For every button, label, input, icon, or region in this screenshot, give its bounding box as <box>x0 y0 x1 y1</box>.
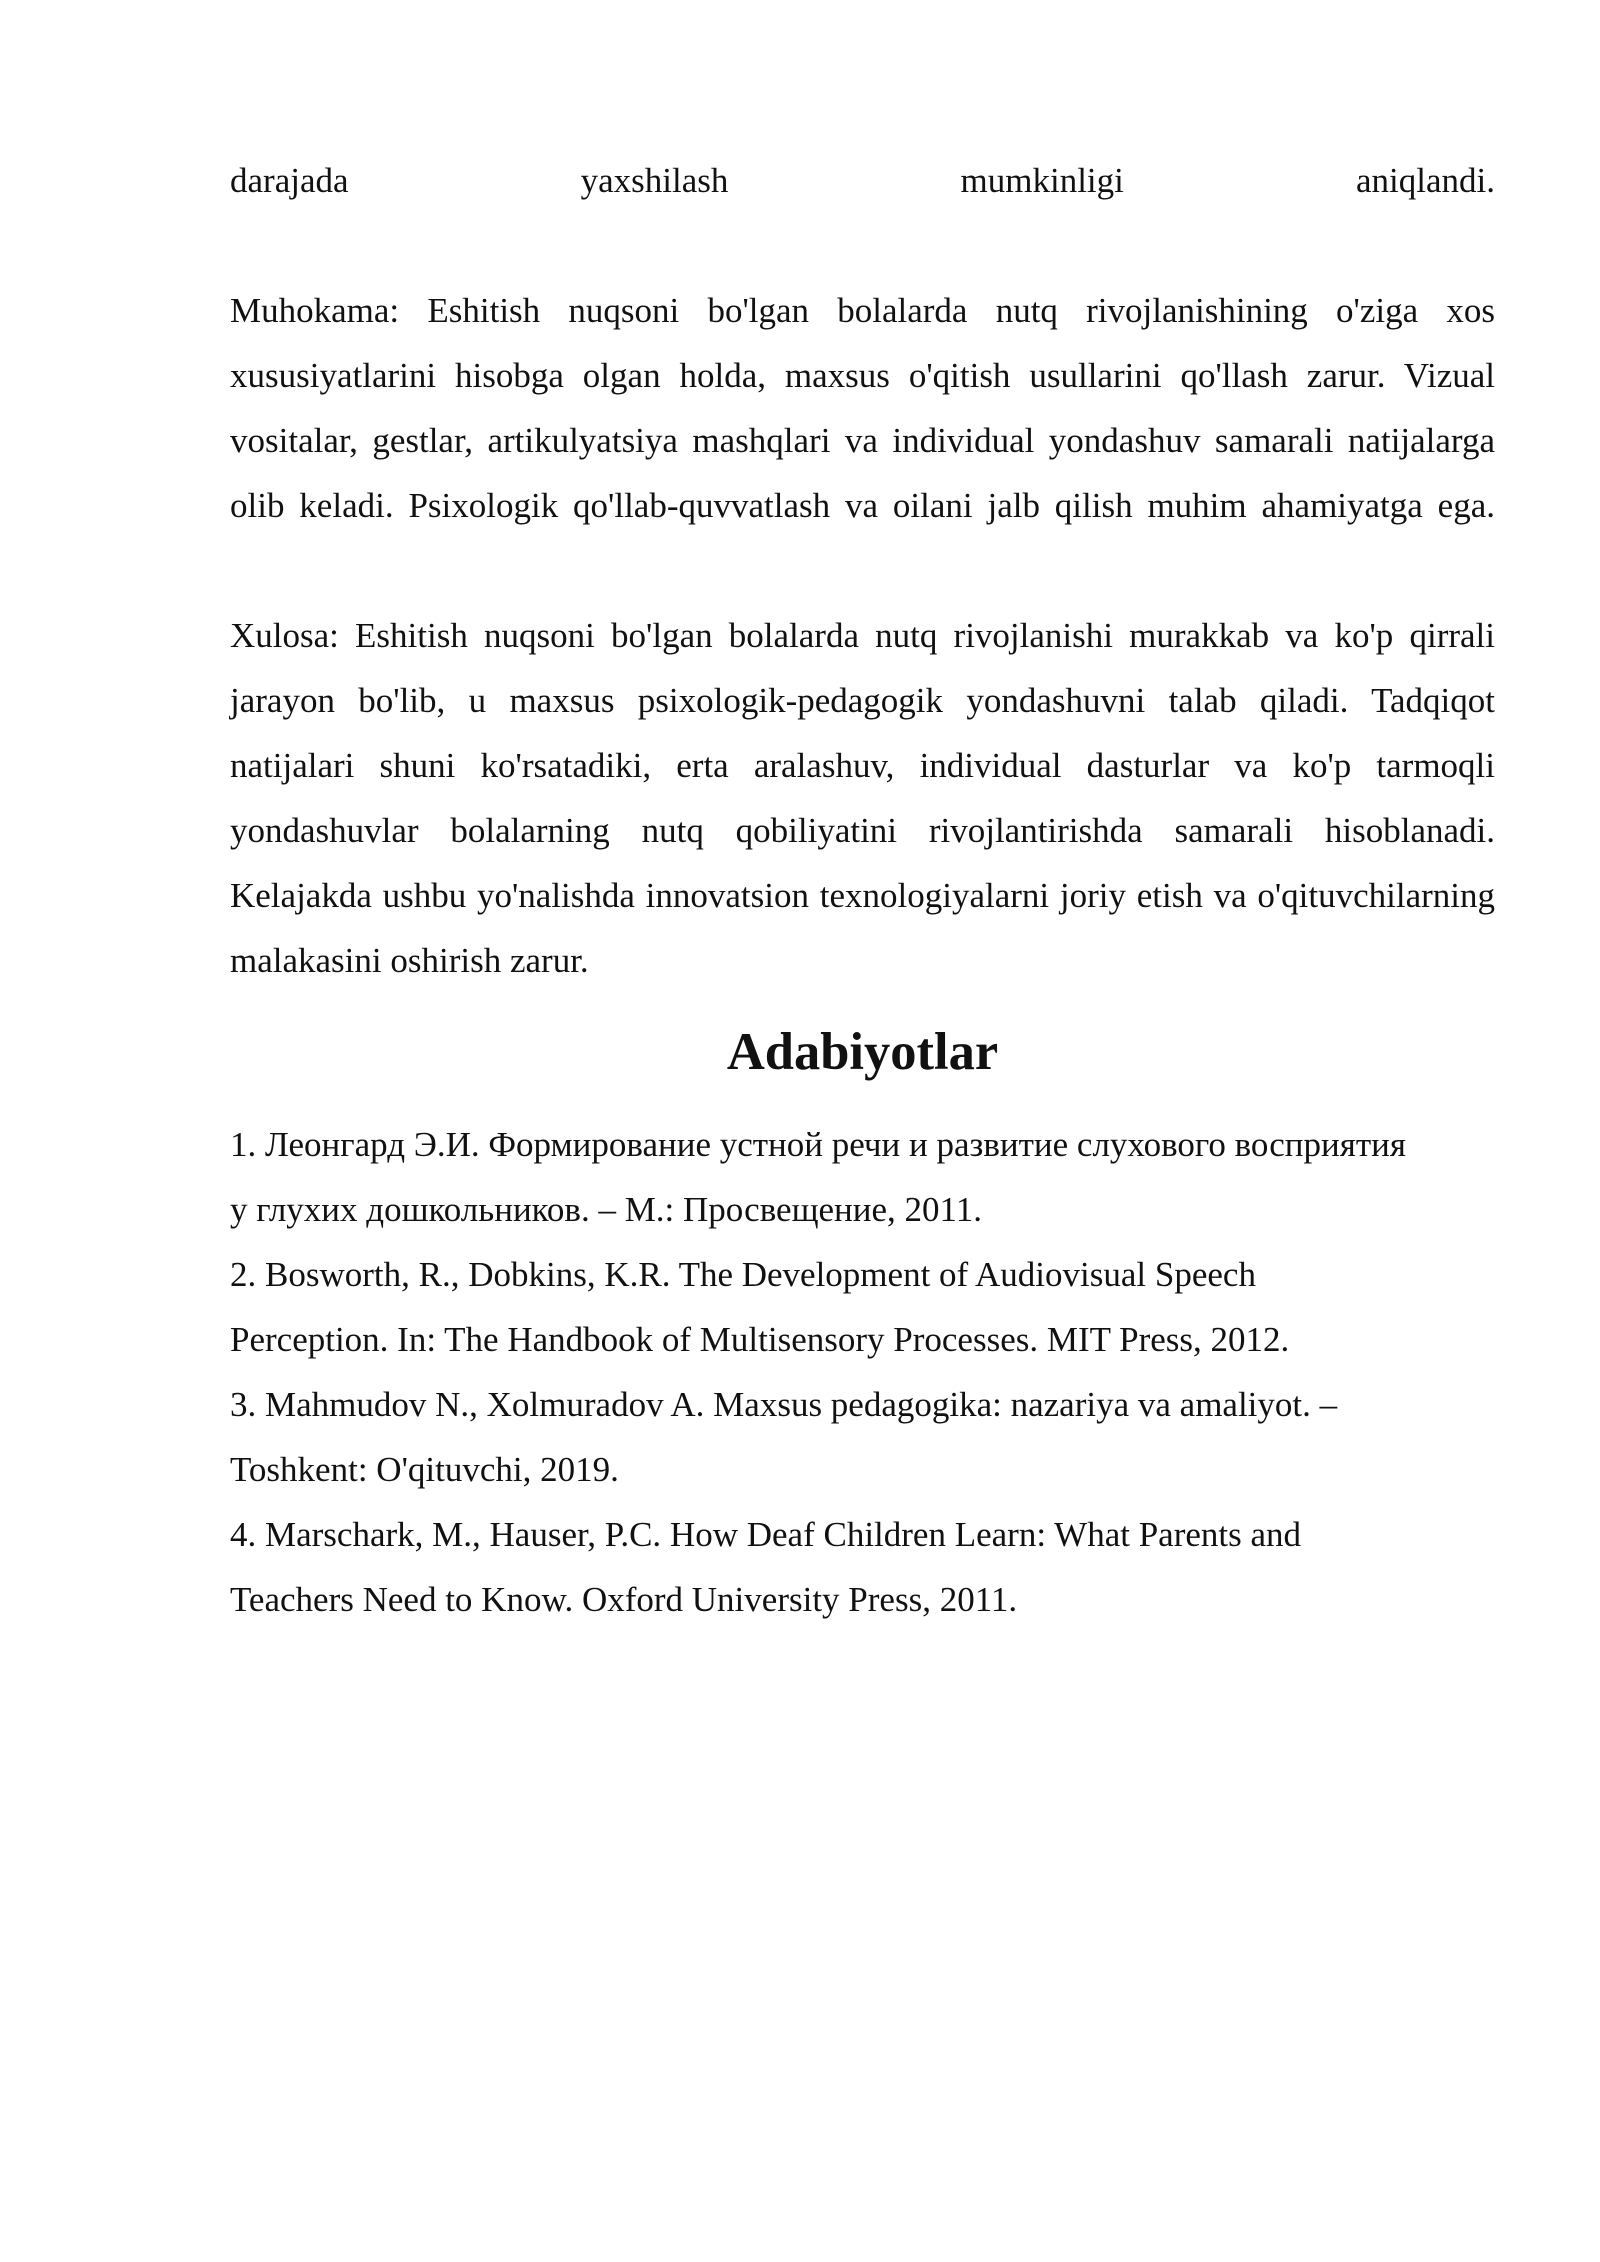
document-page <box>230 148 1495 1632</box>
conclusion-paragraph: Xulosa: Eshitish nuqsoni bo'lgan bolalarda nutq rivojlanishi murakkab va ko'p qirrali jarayon bo'lib, u maxsus psixologik-pedagogik yondashuvni talab qiladi. Tadqiqot natijalari shuni ko'rsatadiki, erta aralashuv, individual dasturlar va ko'p tarmoqli yondashuvlar bolalarning nutq qobiliyatini rivojlantirishda samarali hisoblanadi. Kelajakda ushbu yo'nalishda innovatsion texnologiyalarni joriy etish va o'qituvchilarning malakasini oshirish zarur. <box>230 616 1495 980</box>
paragraph-spacer <box>230 538 1495 603</box>
reference-item: 2. Bosworth, R., Dobkins, K.R. The Development of Audiovisual Speech Perception. In: The Handbook of Multisensory Processes. MIT Press, 2012. <box>230 1255 1290 1359</box>
reference-item: 1. Леонгард Э.И. Формирование устной речи и развитие слухового восприятия у глухих дошкольников. – М.: Просвещение, 2011. <box>230 1125 1406 1229</box>
references-heading: Adabiyotlar <box>726 1023 999 1081</box>
discussion-paragraph: Muhokama: Eshitish nuqsoni bo'lgan bolalarda nutq rivojlanishining o'ziga xos xususiyatlarini hisobga olgan holda, maxsus o'qitish usullarini qo'llash zarur. Vizual vositalar, gestlar, artikulyatsiya mashqlari va individual yondashuv samarali natijalarga olib keladi. Psixologik qo'llab-quvvatlash va oilani jalb qilish muhim ahamiyatga ega. <box>230 291 1495 525</box>
paragraph-spacer <box>230 213 1495 278</box>
reference-item: 4. Marschark, M., Hauser, P.C. How Deaf Children Learn: What Parents and Teachers Need to Know. Oxford University Press, 2011. <box>230 1515 1302 1619</box>
intro-line: darajada yaxshilash mumkinligi aniqlandi. <box>230 161 1495 200</box>
reference-item: 3. Mahmudov N., Xolmuradov A. Maxsus pedagogika: nazariya va amaliyot. – Toshkent: O'qituvchi, 2019. <box>230 1385 1338 1489</box>
references-list <box>230 1112 1495 1632</box>
